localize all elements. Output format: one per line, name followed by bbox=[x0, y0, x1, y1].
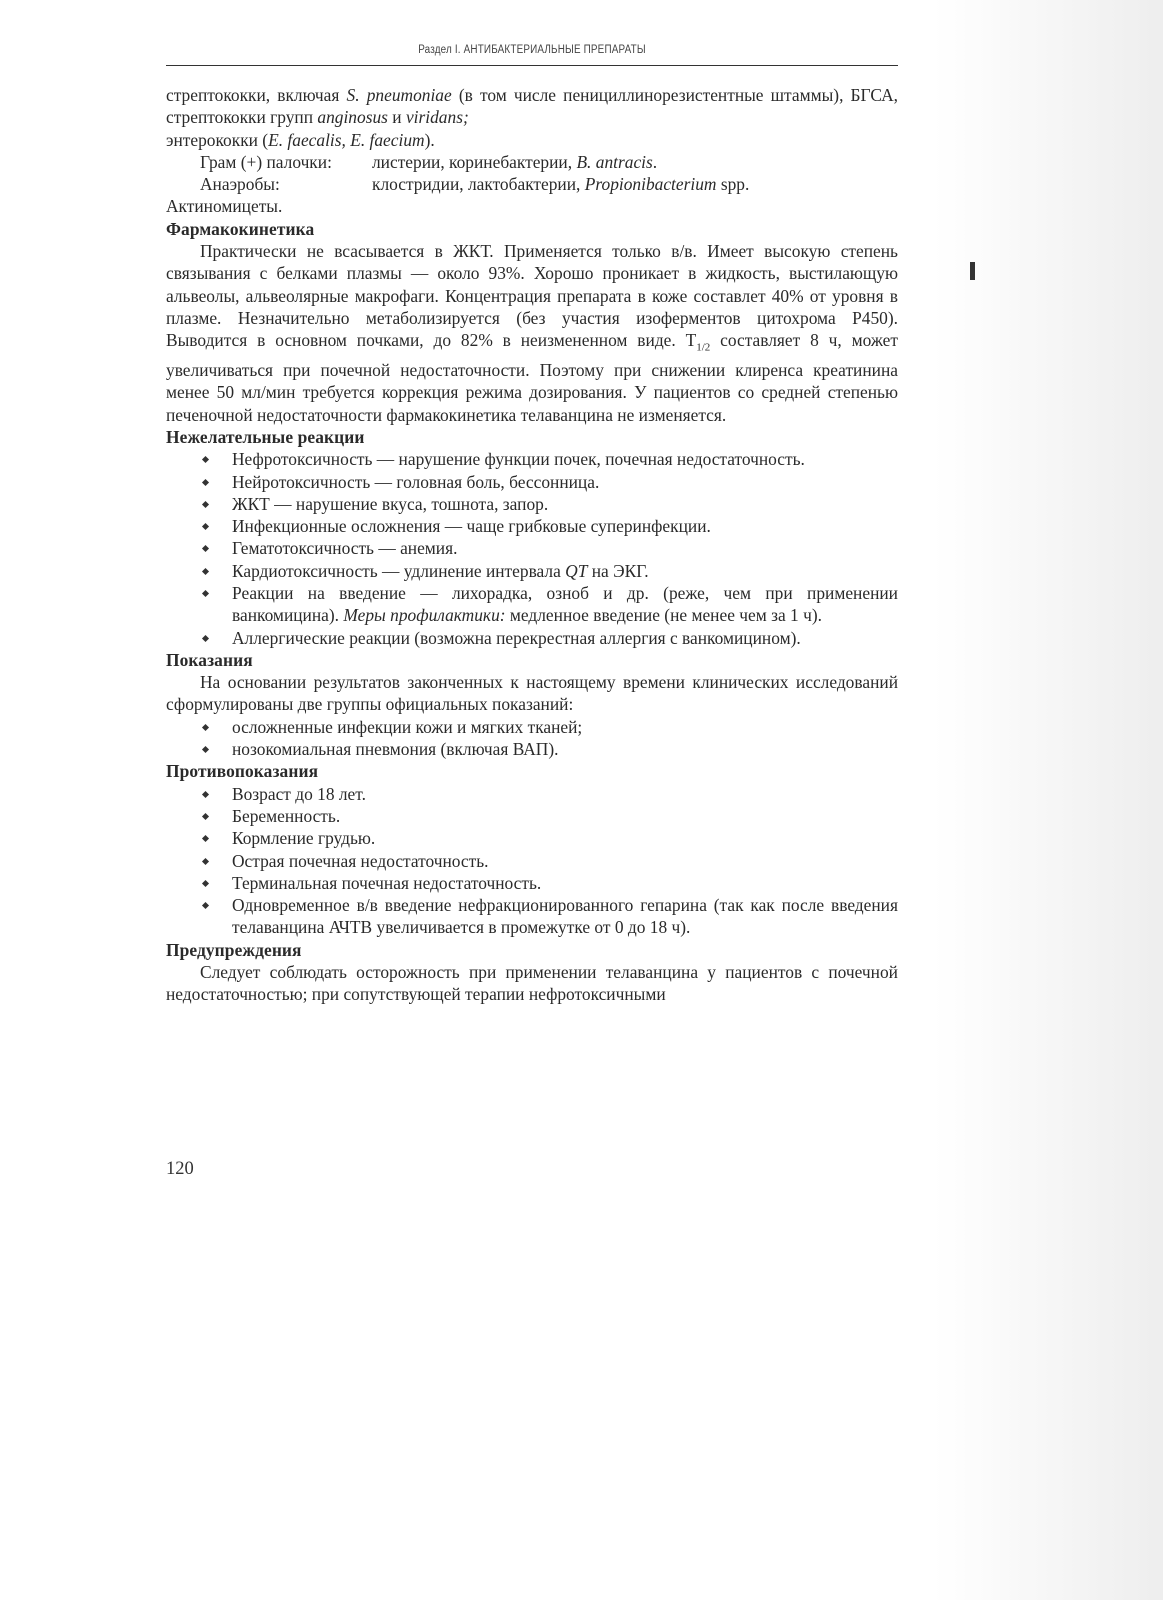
section-heading-pharmacokinetics: Фармакокинетика bbox=[166, 218, 315, 239]
indications-intro: На основании результатов законченных к настоящему времени клинических исследований сформулированы две группы официальных показаний: bbox=[166, 672, 898, 715]
adverse-reactions-list bbox=[166, 448, 898, 649]
spectrum-label: Анаэробы: bbox=[200, 174, 280, 195]
spectrum-actinomycetes: Актиномицеты. bbox=[166, 196, 283, 217]
header-rule bbox=[166, 65, 898, 66]
spectrum-anaerobes bbox=[200, 173, 898, 195]
list-item: Кардиотоксичность — удлинение интервала QT на ЭКГ. bbox=[232, 560, 898, 582]
list-item: Инфекционные осложнения — чаще грибковые суперинфекции. bbox=[232, 515, 898, 537]
spectrum-streptococci: стрептококки, включая S. pneumoniae (в том числе пенициллинорезистентные штаммы), БГСА, стрептококки групп anginosus и viridans; bbox=[166, 85, 898, 128]
section-heading-adverse-reactions: Нежелательные реакции bbox=[166, 426, 365, 447]
indications-list bbox=[166, 716, 898, 761]
list-item: ЖКТ — нарушение вкуса, тошнота, запор. bbox=[232, 493, 898, 515]
spectrum-enterococci: энтерококки (E. faecalis, E. faecium). bbox=[166, 129, 435, 150]
section-heading-warnings: Предупреждения bbox=[166, 939, 302, 960]
list-item: Острая почечная недостаточность. bbox=[232, 850, 898, 872]
contraindications-list bbox=[166, 783, 898, 939]
list-item: Нефротоксичность — нарушение функции почек, почечная недостаточность. bbox=[232, 448, 898, 470]
list-item: Терминальная почечная недостаточность. bbox=[232, 872, 898, 894]
half-life-subscript: 1/2 bbox=[696, 341, 711, 354]
spectrum-gram-positive-rods bbox=[200, 151, 898, 173]
list-item: Кормление грудью. bbox=[232, 827, 898, 849]
spectrum-label: Грам (+) палочки: bbox=[200, 151, 332, 172]
list-item: осложненные инфекции кожи и мягких тканей; bbox=[232, 716, 898, 738]
list-item: Нейротоксичность — головная боль, бессонница. bbox=[232, 471, 898, 493]
list-item: Возраст до 18 лет. bbox=[232, 783, 898, 805]
section-heading-contraindications: Противопоказания bbox=[166, 761, 319, 782]
running-header: Раздел I. АНТИБАКТЕРИАЛЬНЫЕ ПРЕПАРАТЫ bbox=[418, 44, 646, 56]
page-edge-mark bbox=[970, 262, 975, 280]
spectrum-value: листерии, коринебактерии, B. antracis. bbox=[372, 151, 658, 172]
page-edge-shadow bbox=[933, 0, 1163, 1600]
page-number: 120 bbox=[166, 1159, 194, 1179]
spectrum-value: клостридии, лактобактерии, Propionibacterium spp. bbox=[372, 174, 750, 195]
section-heading-indications: Показания bbox=[166, 649, 253, 670]
list-item: нозокомиальная пневмония (включая ВАП). bbox=[232, 738, 898, 760]
warnings-paragraph: Следует соблюдать осторожность при применении телаванцина у пациентов с почечной недостаточностью; при сопутствующей терапии нефротоксичными bbox=[166, 962, 898, 1005]
list-item: Одновременное в/в введение нефракционированного гепарина (так как после введения телаванцина АЧТВ увеличивается в промежутке от 0 до 18 ч). bbox=[232, 895, 898, 938]
pharmacokinetics-paragraph: Практически не всасывается в ЖКТ. Применяется только в/в. Имеет высокую степень связывания с белками плазмы — около 93%. Хорошо проникает в жидкость, выстилающую альвеолы, альвеолярные макрофаги. Концентрация препарата в коже составлет 40% от уровня в плазме. Незначительно метаболизируется (без участия изоферментов цитохрома P450). Выводится в основном почками, до 82% в неизмененном виде. $T_{1/2}$ составляет 8 ч, может увеличиваться при почечной недостаточности. Поэтому при снижении клиренса креатинина менее 50 мл/мин требуется коррекция режима дозирования. У пациентов со средней степенью печеночной недостаточности фармакокинетика телаванцина не изменяется. bbox=[166, 241, 898, 425]
list-item: Аллергические реакции (возможна перекрестная аллергия с ванкомицином). bbox=[232, 627, 898, 649]
list-item: Реакции на введение — лихорадка, озноб и др. (реже, чем при применении ванкомицина). Меры профилактики: медленное введение (не менее чем за 1 ч). bbox=[232, 583, 898, 626]
page-body bbox=[166, 84, 898, 1006]
list-item: Гематотоксичность — анемия. bbox=[232, 537, 898, 559]
list-item: Беременность. bbox=[232, 805, 898, 827]
